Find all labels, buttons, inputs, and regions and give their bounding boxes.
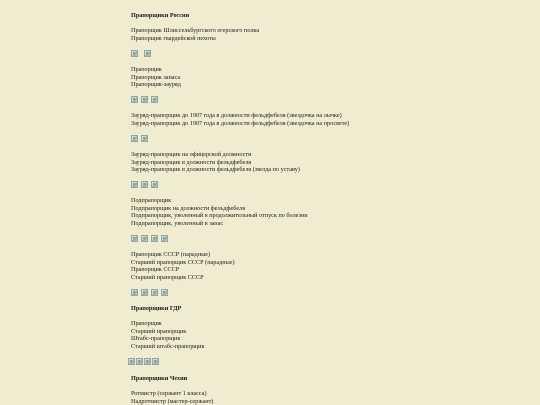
broken-image-icon (141, 96, 148, 103)
rank-item: Зауряд-прапорщик до 1907 года в должности фельдфебеля (звездочка на лычке) (131, 112, 342, 119)
rank-item: Подпрапорщик на должности фельдфебеля (131, 204, 246, 212)
broken-image-icon (131, 135, 138, 142)
broken-image-icon (161, 235, 168, 242)
insignia-image-row (131, 181, 158, 189)
rank-item: Надротмистр (мастер-сержант) (131, 397, 214, 405)
broken-image-icon (131, 235, 138, 242)
insignia-image-row (131, 96, 158, 104)
rank-item: Подпрапорщик (131, 197, 172, 204)
broken-image-icon (151, 96, 158, 103)
rank-item: Прапорщик запаса (131, 73, 181, 81)
broken-image-icon (144, 358, 151, 365)
section-heading-gdr: Прапорщики ГДР (131, 305, 182, 312)
rank-list (131, 27, 259, 42)
rank-list (131, 320, 205, 350)
insignia-image-row (131, 235, 168, 243)
rank-item: Прапорщик СССР (парадные) (131, 251, 211, 258)
rank-item: Прапорщик СССР (131, 266, 180, 274)
rank-item: Штабс-прапорщик (131, 335, 181, 343)
rank-item: Прапорщик Шлиссельбургского егерского полка (131, 27, 260, 34)
insignia-image-row (131, 135, 148, 143)
broken-image-icon (161, 289, 168, 296)
broken-image-icon (151, 181, 158, 188)
rank-item: Зауряд-прапорщик в должности фельдфебеля (131, 158, 252, 166)
broken-image-icon (131, 289, 138, 296)
rank-list (131, 151, 300, 174)
broken-image-icon (131, 96, 138, 103)
rank-item: Подпрапорщик, уволенный в запас (131, 219, 224, 227)
rank-item: Ротмистр (сержант 1 класса) (131, 390, 207, 397)
broken-image-icon (141, 135, 148, 142)
insignia-image-row (128, 358, 159, 366)
broken-image-icon (131, 181, 138, 188)
rank-item: Прапорщик гвардейской пехоты (131, 34, 216, 42)
broken-image-icon (136, 358, 143, 365)
section-heading-russia: Прапорщики России (131, 12, 190, 19)
rank-item: Прапорщик (131, 320, 162, 327)
rank-list (131, 66, 181, 89)
broken-image-icon (131, 50, 138, 57)
rank-item: Зауряд-прапорщик в должности фельдфебеля (звезда по уставу) (131, 166, 300, 174)
rank-item: Старший прапорщик СССР (парадные) (131, 258, 235, 266)
broken-image-icon (144, 50, 151, 57)
rank-item: Старший прапорщик (131, 327, 187, 335)
rank-list (131, 197, 308, 227)
rank-list (131, 390, 213, 405)
broken-image-icon (152, 358, 159, 365)
insignia-image-row (131, 50, 151, 58)
rank-item: Прапорщик-зауряд (131, 81, 181, 89)
rank-item: Старший прапорщик СССР (131, 273, 204, 281)
section-heading-czech: Прапорщики Чехии (131, 375, 188, 382)
rank-item: Подпрапорщик, уволенный в продолжительный отпуск по болезни (131, 212, 308, 220)
broken-image-icon (141, 289, 148, 296)
rank-item: Зауряд-прапорщик на офицерской должности (131, 151, 252, 158)
insignia-image-row (131, 289, 168, 297)
broken-image-icon (151, 235, 158, 242)
rank-list (131, 112, 349, 127)
broken-image-icon (141, 181, 148, 188)
broken-image-icon (151, 289, 158, 296)
rank-item: Прапорщик (131, 66, 162, 73)
broken-image-icon (141, 235, 148, 242)
rank-item: Зауряд-прапорщик до 1907 года в должности фельдфебеля (звездочка на просвете) (131, 119, 350, 127)
rank-item: Старший штабс-прапорщик (131, 342, 205, 350)
rank-list (131, 251, 235, 281)
broken-image-icon (128, 358, 135, 365)
